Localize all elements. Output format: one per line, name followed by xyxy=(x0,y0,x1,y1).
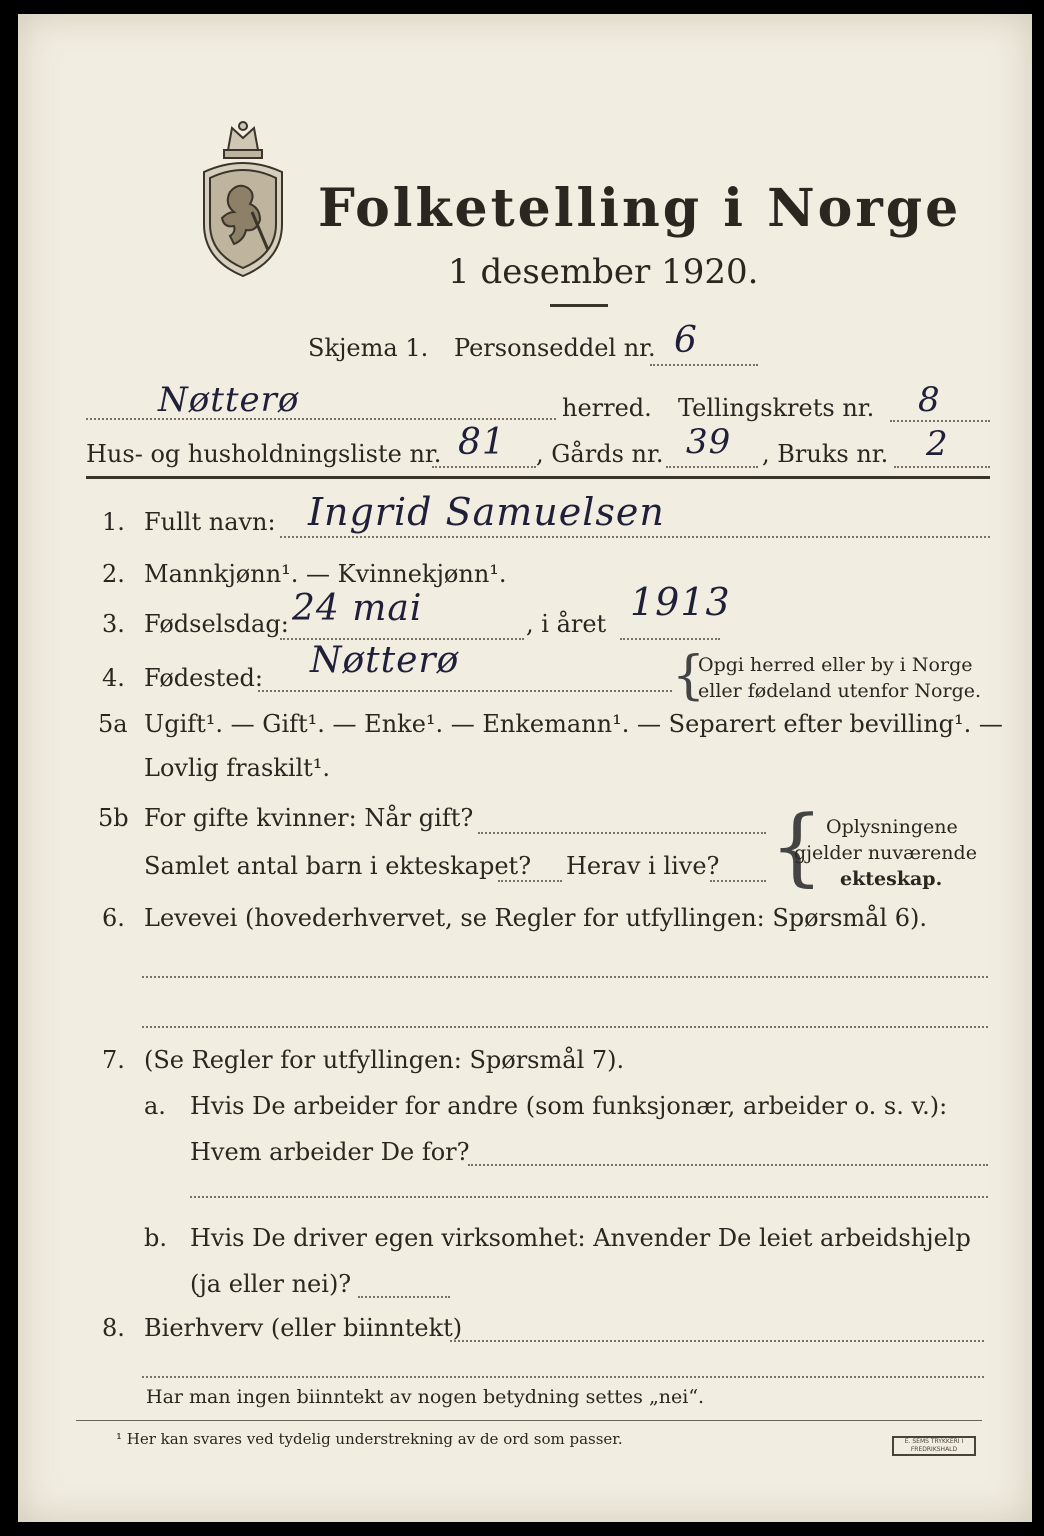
q7b-letter: b. xyxy=(144,1224,167,1252)
skjema-label: Skjema 1. xyxy=(308,334,429,362)
herred-label: herred. xyxy=(562,394,652,422)
hus-number[interactable]: 81 xyxy=(458,422,506,463)
q8-line[interactable] xyxy=(450,1340,984,1342)
title-divider xyxy=(550,304,608,307)
q7a-question: Hvis De arbeider for andre (som funksjonær, arbeider o. s. v.): xyxy=(190,1092,948,1120)
q8-label: Bierhverv (eller biinntekt) xyxy=(144,1314,463,1342)
q8-line-2[interactable] xyxy=(142,1376,984,1378)
q7b-question: Hvis De driver egen virksomhet: Anvender De leiet arbeidshjelp xyxy=(190,1224,971,1252)
footnote: ¹ Her kan svares ved tydelig understrekning av de ord som passer. xyxy=(116,1430,623,1448)
gards-line xyxy=(666,466,758,468)
q4-label: Fødested: xyxy=(144,664,263,692)
q4-brace: { xyxy=(672,646,706,706)
q8-note: Har man ingen biinntekt av nogen betydning settes „nei“. xyxy=(146,1386,705,1408)
q8-number: 8. xyxy=(102,1314,125,1342)
q1-line xyxy=(280,536,990,538)
q7b-yesno-line[interactable] xyxy=(358,1296,450,1298)
q5b-brace: { xyxy=(770,797,824,895)
q5b-number: 5b xyxy=(98,804,129,832)
q1-label: Fullt navn: xyxy=(144,508,276,536)
q7b-yesno-label: (ja eller nei)? xyxy=(190,1270,352,1298)
q3-number: 3. xyxy=(102,610,125,638)
form-date: 1 desember 1920. xyxy=(448,252,759,292)
tellingskrets-label: Tellingskrets nr. xyxy=(678,394,875,422)
bruks-label: , Bruks nr. xyxy=(762,440,889,468)
q7-number: 7. xyxy=(102,1046,125,1074)
census-form xyxy=(18,14,1032,1522)
q3-year-label: , i året xyxy=(526,610,607,638)
q7a-employer-line[interactable] xyxy=(468,1164,988,1166)
q5b-note-line3: ekteskap. xyxy=(840,868,943,890)
herred-value[interactable]: Nøtterø xyxy=(158,380,300,420)
q2-gender-options[interactable]: Mannkjønn¹. — Kvinnekjønn¹. xyxy=(144,560,507,588)
q5a-number: 5a xyxy=(98,710,128,738)
hus-label: Hus- og husholdningsliste nr. xyxy=(86,440,442,468)
tellingskrets-number[interactable]: 8 xyxy=(918,380,941,420)
hus-line xyxy=(432,466,536,468)
q6-line-2[interactable] xyxy=(142,1026,988,1028)
q5b-note-line2: gjelder nuværende xyxy=(794,842,977,864)
gards-label: , Gårds nr. xyxy=(536,440,664,468)
q3-birth-year[interactable]: 1913 xyxy=(630,580,731,624)
gards-number[interactable]: 39 xyxy=(686,422,732,462)
q1-name-value[interactable]: Ingrid Samuelsen xyxy=(308,490,665,534)
q6-number: 6. xyxy=(102,904,125,932)
q1-number: 1. xyxy=(102,508,125,536)
form-title: Folketelling i Norge xyxy=(318,178,962,239)
bruks-number[interactable]: 2 xyxy=(926,424,949,464)
q7-label: (Se Regler for utfyllingen: Spørsmål 7). xyxy=(144,1046,625,1074)
q7a-employer-line-2[interactable] xyxy=(190,1196,988,1198)
q4-line xyxy=(258,690,672,692)
coat-of-arms-icon xyxy=(190,120,296,280)
personseddel-number[interactable]: 6 xyxy=(674,320,698,361)
bruks-line xyxy=(894,466,990,468)
q6-line-1[interactable] xyxy=(142,976,988,978)
personseddel-line xyxy=(650,364,758,366)
q5b-note-line1: Oplysningene xyxy=(826,816,958,838)
q4-note-line2: eller fødeland utenfor Norge. xyxy=(698,680,982,702)
q6-label: Levevei (hovederhvervet, se Regler for utfyllingen: Spørsmål 6). xyxy=(144,904,928,932)
printer-stamp: E. SEMS TRYKKERI I FREDRIKSHALD xyxy=(892,1436,976,1456)
q2-number: 2. xyxy=(102,560,125,588)
q7a-letter: a. xyxy=(144,1092,166,1120)
q5a-marital-options[interactable]: Ugift¹. — Gift¹. — Enke¹. — Enkemann¹. — Separert efter bevilling¹. — xyxy=(144,710,1003,738)
q3-birthday-value[interactable]: 24 mai xyxy=(292,588,423,629)
q5b-married-line[interactable] xyxy=(478,832,766,834)
q7a-employer-label: Hvem arbeider De for? xyxy=(190,1138,470,1166)
personseddel-label: Personseddel nr. xyxy=(454,334,656,362)
q5a-marital-options-2[interactable]: Lovlig fraskilt¹. xyxy=(144,754,331,782)
q3-year-line xyxy=(620,638,720,640)
footnote-rule xyxy=(76,1420,982,1421)
q5b-married-when: For gifte kvinner: Når gift? xyxy=(144,804,474,832)
q3-label: Fødselsdag: xyxy=(144,610,289,638)
q5b-children-alive: Herav i live? xyxy=(566,852,720,880)
q4-birthplace-value[interactable]: Nøtterø xyxy=(310,640,460,681)
q5b-children-total: Samlet antal barn i ekteskapet? xyxy=(144,852,532,880)
q5b-children-line[interactable] xyxy=(498,880,562,882)
q4-number: 4. xyxy=(102,664,125,692)
header-rule xyxy=(86,476,990,479)
q5b-alive-line[interactable] xyxy=(710,880,766,882)
tellingskrets-line xyxy=(890,420,990,422)
herred-line xyxy=(86,418,556,420)
q4-note-line1: Opgi herred eller by i Norge xyxy=(698,654,973,676)
